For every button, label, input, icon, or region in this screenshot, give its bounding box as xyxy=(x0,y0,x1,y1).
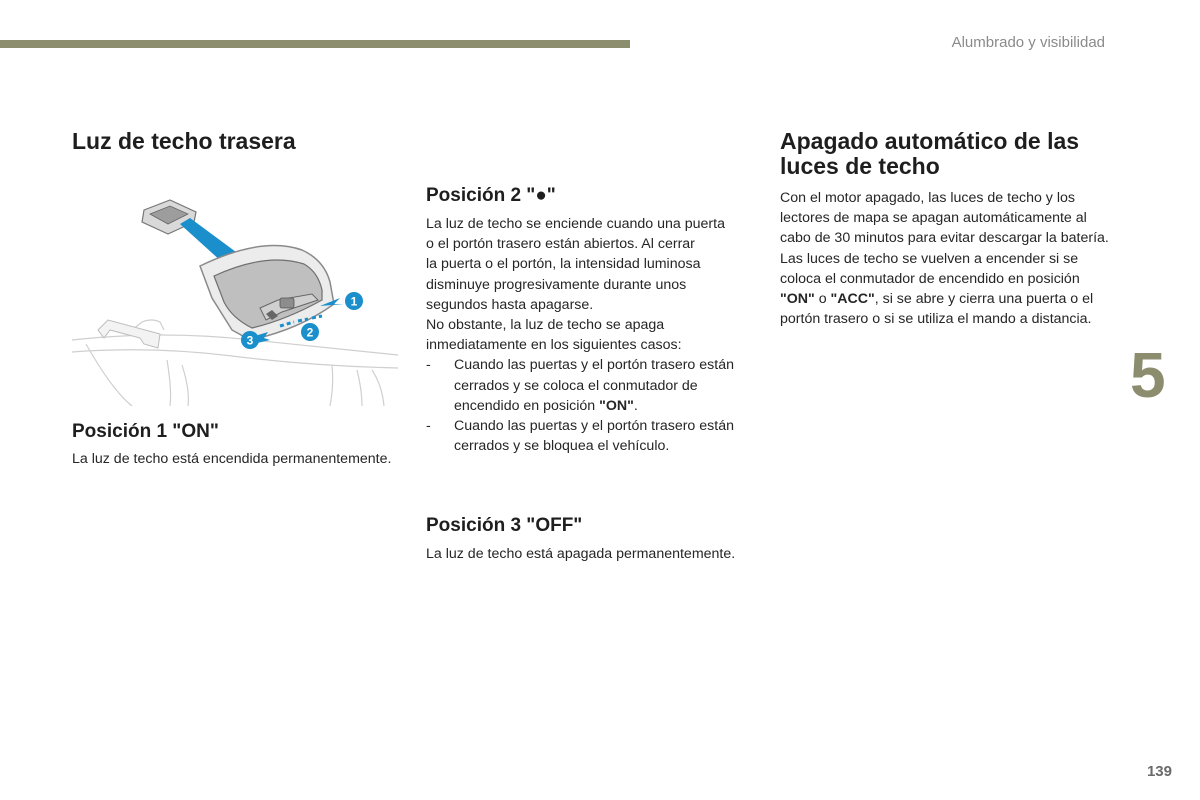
callout-3-label: 3 xyxy=(246,333,254,348)
list-item xyxy=(426,355,756,416)
position-3-block xyxy=(426,515,756,564)
list-dash: - xyxy=(426,357,431,374)
position-1-text: La luz de techo está encendida permanentemente. xyxy=(72,451,392,467)
position-2-block xyxy=(426,185,756,456)
list-item-text: Cuando las puertas y el portón trasero están cerrados y se coloca el conmutador de encendido en posición xyxy=(454,357,734,414)
chapter-number: 5 xyxy=(1130,339,1166,411)
position-2-heading: Posición 2 "●" xyxy=(426,185,556,206)
position-2-paragraph-2: No obstante, la luz de techo se apaga inmediatamente en los siguientes casos: xyxy=(426,317,682,354)
callout-2 xyxy=(301,323,319,341)
header-rule xyxy=(0,40,630,48)
rear-ceiling-light-illustration xyxy=(72,190,398,406)
auto-off-text-b: , si se abre y cierra una puerta o el portón trasero o si se utiliza el mando a distancia. xyxy=(780,291,1094,328)
position-2-line: o el portón trasero están abiertos. Al cerrar xyxy=(426,236,695,253)
position-1-heading: Posición 1 "ON" xyxy=(72,421,219,442)
position-2-line: segundos hasta apagarse. xyxy=(426,296,594,313)
auto-off-or: o xyxy=(814,291,831,308)
position-2-paragraph-1 xyxy=(426,214,756,315)
callout-2-label: 2 xyxy=(306,325,314,340)
auto-off-title: Apagado automático de las luces de techo xyxy=(780,128,1080,179)
auto-off-text-a: Las luces de techo se vuelven a encender si se coloca el conmutador de encendido en posición xyxy=(780,250,1080,287)
list-dash: - xyxy=(426,418,431,435)
auto-off-paragraph-1: Con el motor apagado, las luces de techo y los lectores de mapa se apagan automáticamente al cabo de 30 minutos para evitar descargar la batería. xyxy=(780,190,1109,247)
grab-handle xyxy=(98,320,160,348)
callout-3 xyxy=(241,331,259,349)
auto-off-section xyxy=(780,129,1110,329)
auto-off-acc: "ACC" xyxy=(830,291,875,308)
section-title-rear-light: Luz de techo trasera xyxy=(72,128,296,154)
position-2-line: la puerta o el portón, la intensidad luminosa xyxy=(426,256,701,273)
position-3-text: La luz de techo está apagada permanentemente. xyxy=(426,546,736,562)
auto-off-cases-list xyxy=(426,355,756,456)
page-number: 139 xyxy=(1146,763,1172,780)
list-item-bold: "ON" xyxy=(599,397,634,414)
list-item-end: . xyxy=(633,397,638,414)
position-2-line: disminuye progresivamente durante unos xyxy=(426,276,687,293)
auto-off-paragraph-2 xyxy=(780,249,1110,330)
auto-off-on: "ON" xyxy=(780,291,815,308)
position-2-line: La luz de techo se enciende cuando una puerta xyxy=(426,216,725,232)
list-item-text: Cuando las puertas y el portón trasero están cerrados y se bloquea el vehículo. xyxy=(454,418,734,455)
section-header: Alumbrado y visibilidad xyxy=(951,34,1105,51)
position-3-heading: Posición 3 "OFF" xyxy=(426,515,583,536)
callout-1 xyxy=(345,292,363,310)
position-1-block xyxy=(72,421,402,469)
list-item xyxy=(426,416,756,456)
callout-1-label: 1 xyxy=(350,294,358,309)
